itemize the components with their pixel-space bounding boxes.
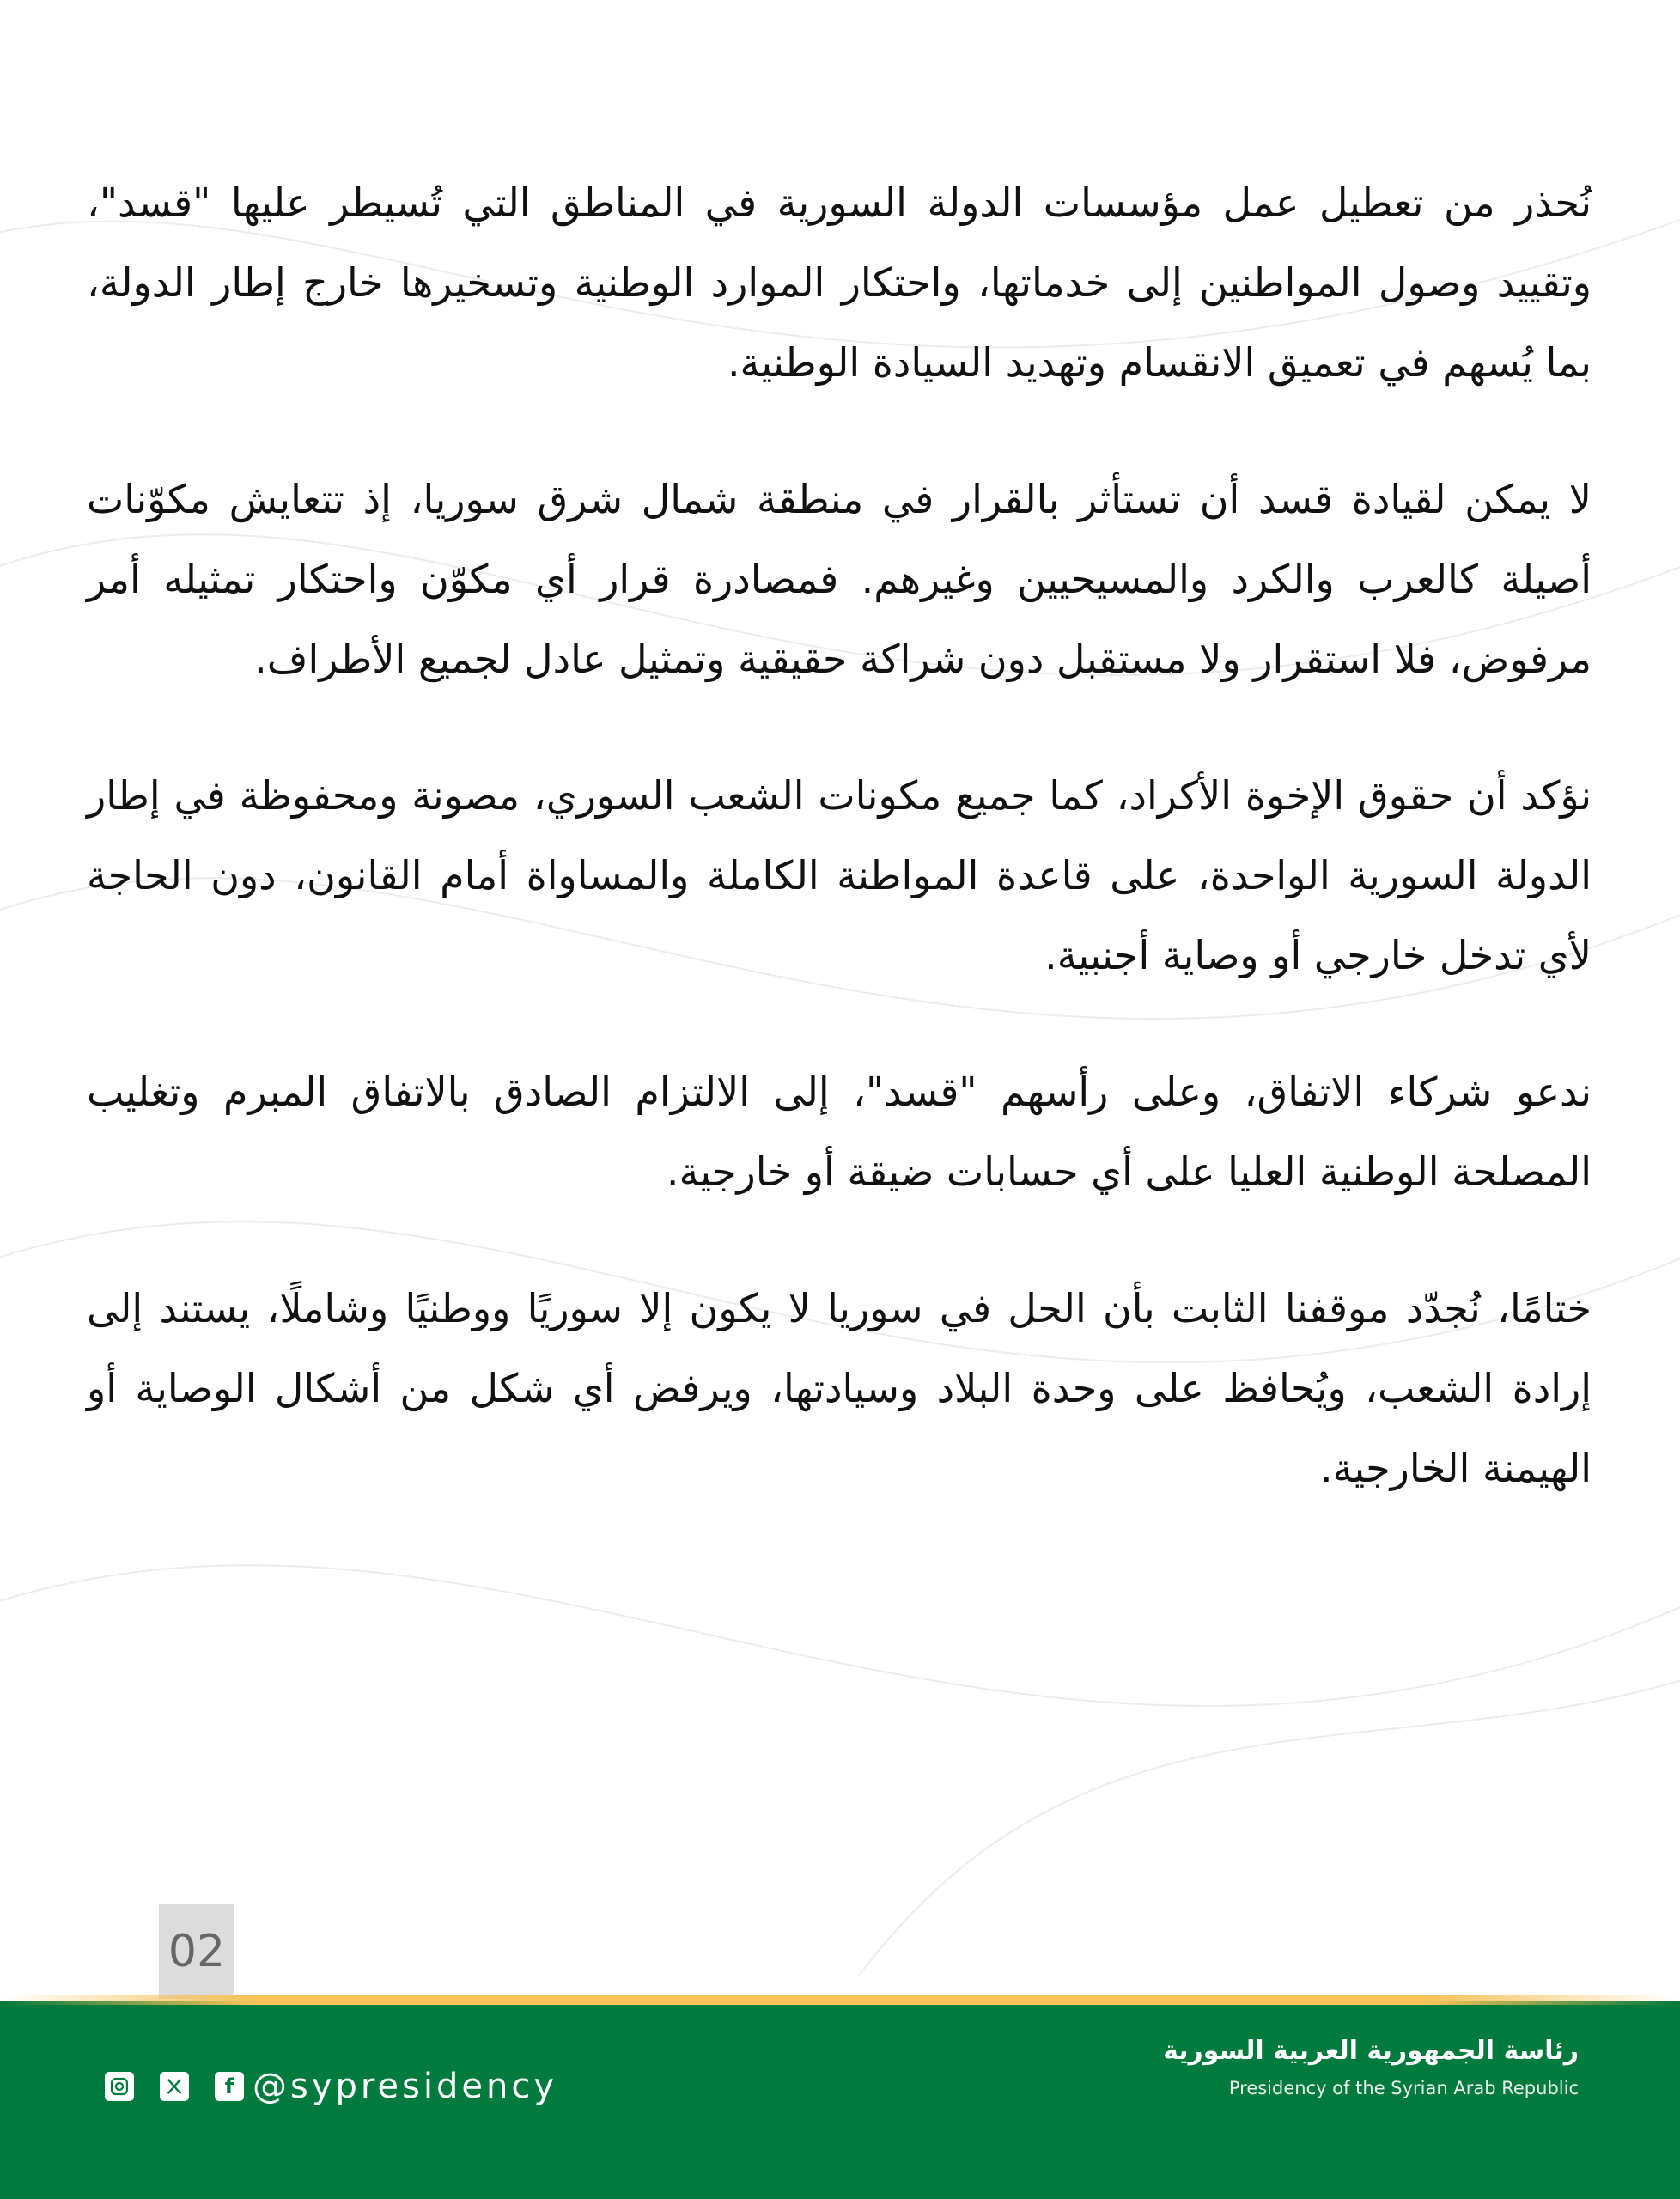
x-icon[interactable] (160, 2072, 189, 2101)
paragraph: لا يمكن لقيادة قسد أن تستأثر بالقرار في منطقة شمال شرق سوريا، إذ تتعايش مكوّنات أصيلة كالعرب والكرد والمسيحيين وغيرهم. فمصادرة قرار أي مكوّن واحتكار تمثيله أمر مرفوض، فلا استقرار ولا مستقبل دون شراكة حقيقية وتمثيل عادل لجميع الأطراف. (87, 476, 1592, 682)
paragraph: نُحذر من تعطيل عمل مؤسسات الدولة السورية في المناطق التي تُسيطر عليها "قسد"، وتقييد وصول المواطنين إلى خدماتها، واحتكار الموارد الوطنية وتسخيرها خارج إطار الدولة، بما يُسهم في تعميق الانقسام وتهديد السيادة الوطنية. (87, 180, 1592, 386)
instagram-icon[interactable] (105, 2072, 134, 2101)
gold-divider (0, 1995, 1680, 2005)
brand-block (1163, 2036, 1579, 2098)
page-number: 02 (159, 1904, 234, 1999)
paragraph: نؤكد أن حقوق الإخوة الأكراد، كما جميع مكونات الشعب السوري، مصونة ومحفوظة في إطار الدولة السورية الواحدة، على قاعدة المواطنة الكاملة والمساواة أمام القانون، دون الحاجة لأي تدخل خارجي أو وصاية أجنبية. (87, 772, 1592, 978)
facebook-icon[interactable]: f (215, 2072, 244, 2101)
statement-body (87, 163, 1592, 1565)
paragraph: ختامًا، نُجدّد موقفنا الثابت بأن الحل في سوريا لا يكون إلا سوريًا ووطنيًا وشاملًا، يستند إلى إرادة الشعب، ويُحافظ على وحدة البلاد وسيادتها، ويرفض أي شكل من أشكال الوصاية أو الهيمنة الخارجية. (87, 1285, 1592, 1491)
brand-name-arabic: رئاسة الجمهورية العربية السورية (1163, 2036, 1579, 2066)
paragraph: ندعو شركاء الاتفاق، وعلى رأسهم "قسد"، إلى الالتزام الصادق بالاتفاق المبرم وتغليب المصلحة الوطنية العليا على أي حسابات ضيقة أو خارجية. (87, 1069, 1592, 1195)
social-handle[interactable]: @sypresidency (253, 2067, 558, 2106)
brand-name-english: Presidency of the Syrian Arab Republic (1228, 2078, 1579, 2098)
social-links (105, 2067, 557, 2106)
